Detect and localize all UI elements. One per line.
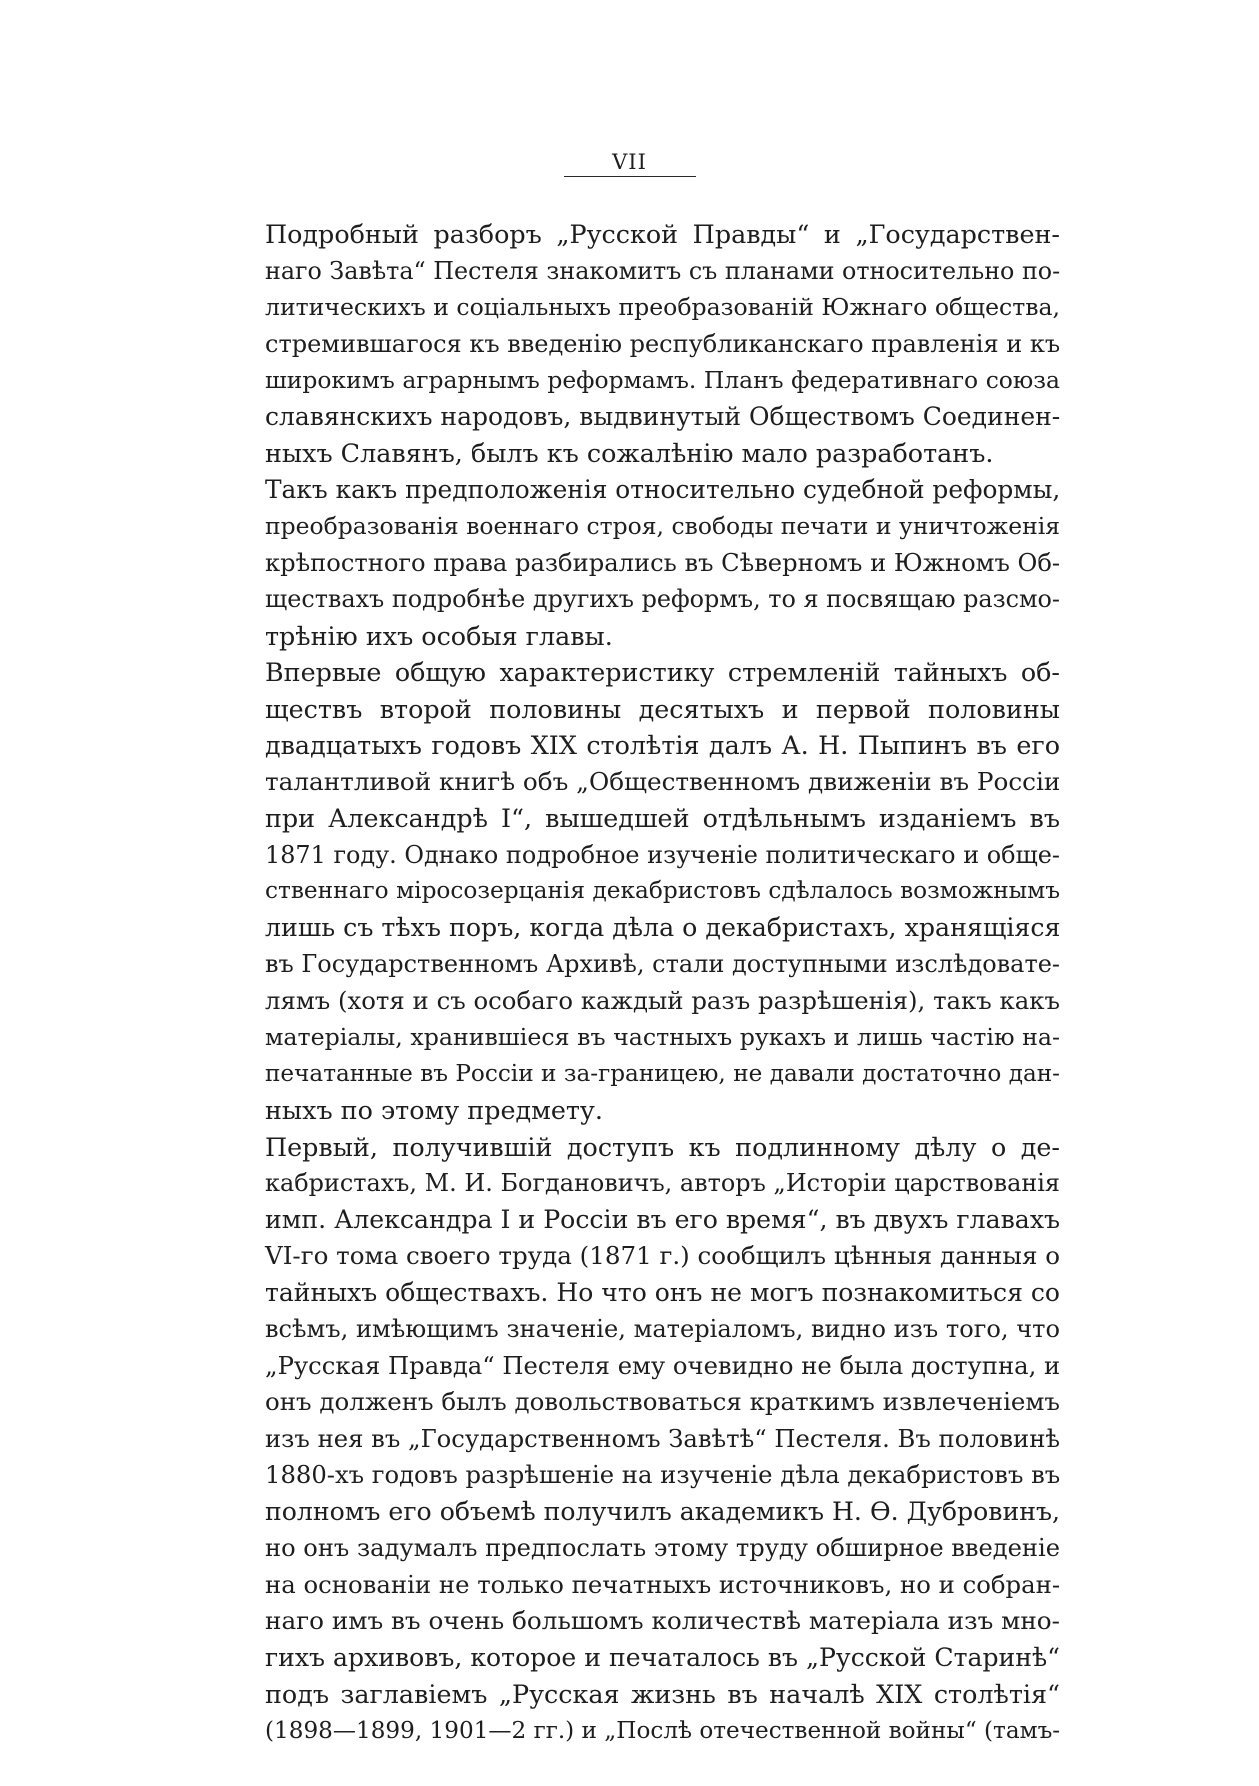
page-number: VII <box>612 150 647 174</box>
text-line: лишь съ тѣхъ поръ, когда дѣла о декабристахъ, хранящіяся <box>265 912 1061 942</box>
text-line: тайныхъ обществахъ. Но что онъ не могъ познакомиться со <box>265 1277 1060 1307</box>
text-line: при Александрѣ I“, вышедшей отдѣльнымъ изданіемъ въ <box>265 803 1060 833</box>
text-line: полномъ его объемѣ получилъ академикъ Н. Ѳ. Дубровинъ, <box>265 1496 1060 1526</box>
text-line: кабристахъ, М. И. Богдановичъ, авторъ „Исторіи царствованія <box>265 1169 1060 1197</box>
text-line: Такъ какъ предположенія относительно судебной реформы, <box>265 474 1061 504</box>
paragraph-2 <box>265 472 1060 655</box>
text-line: 1871 году. Однако подробное изученіе политическаго и обще- <box>265 840 1060 869</box>
text-line: въ Государственномъ Архивѣ, стали доступными изслѣдовате- <box>265 950 1060 978</box>
text-line: Впервые общую характеристику стремленій тайныхъ об- <box>265 657 1060 687</box>
text-line: наго Завѣта“ Пестеля знакомитъ съ планами относительно по- <box>265 256 1061 285</box>
paragraph-3 <box>265 654 1060 1129</box>
text-line: матеріалы, хранившіеся въ частныхъ рукахъ и лишь частію на- <box>265 1023 1060 1051</box>
text-line: стремившагося къ введенію республиканскаго правленія и къ <box>265 329 1061 358</box>
text-line: на основаніи не только печатныхъ источниковъ, но и собран- <box>265 1569 1061 1599</box>
text-line: всѣмъ, имѣющимъ значеніе, матеріаломъ, видно изъ того, что <box>265 1315 1060 1343</box>
text-line: широкимъ аграрнымъ реформамъ. Планъ федеративнаго союза <box>265 366 1060 394</box>
text-line: ныхъ по этому предмету. <box>265 1095 603 1125</box>
body-text <box>265 216 1060 1749</box>
text-line: онъ долженъ былъ довольствоваться краткимъ извлеченіемъ <box>265 1387 1060 1416</box>
text-line: но онъ задумалъ предпослать этому труду обширное введеніе <box>265 1534 1061 1562</box>
text-line: литическихъ и соціальныхъ преобразованій Южнаго общества, <box>265 293 1060 321</box>
text-line: гихъ архивовъ, которое и печаталось въ „Русской Старинѣ“ <box>265 1642 1060 1672</box>
text-line: ществахъ подробнѣе другихъ реформъ, то я посвящаю разсмо- <box>265 585 1060 613</box>
text-line: ственнаго міросозерцанія декабристовъ сдѣлалось возможнымъ <box>265 877 1060 904</box>
text-line: (1898—1899, 1901—2 гг.) и „Послѣ отечественной войны“ (тамъ- <box>265 1717 1061 1744</box>
header-rule <box>564 176 696 177</box>
text-line: Подробный разборъ „Русской Правды“ и „Государствен- <box>265 219 1060 249</box>
text-line: талантливой книгѣ объ „Общественномъ движеніи въ Россіи <box>265 766 1061 796</box>
text-line: ныхъ Славянъ, былъ къ сожалѣнію мало разработанъ. <box>265 438 994 468</box>
text-line: подъ заглавіемъ „Русская жизнь въ началѣ XIX столѣтія“ <box>265 1679 1060 1709</box>
text-line: Первый, получившій доступъ къ подлинному дѣлу о де- <box>265 1131 1060 1162</box>
text-line: двадцатыхъ годовъ XIX столѣтія далъ А. Н. Пыпинъ въ его <box>265 730 1060 760</box>
text-line: славянскихъ народовъ, выдвинутый Обществомъ Соединен- <box>265 401 1061 431</box>
text-line: лямъ (хотя и съ особаго каждый разъ разрѣшенія), такъ какъ <box>265 985 1060 1015</box>
text-line: ществъ второй половины десятыхъ и первой половины <box>265 693 1060 724</box>
text-line: наго имъ въ очень большомъ количествѣ матеріала изъ мно- <box>265 1606 1060 1635</box>
text-line: „Русская Правда“ Пестеля ему очевидно не была доступна, и <box>265 1350 1061 1380</box>
paragraph-1 <box>265 216 1060 472</box>
text-line: VI-го тома своего труда (1871 г.) сообщилъ цѣнныя данныя о <box>265 1241 1061 1270</box>
text-line: преобразованія военнаго строя, свободы печати и уничтоженія <box>265 512 1060 540</box>
text-line: печатанные въ Россіи и за-границею, не давали достаточно дан- <box>265 1060 1060 1087</box>
text-line: 1880-хъ годовъ разрѣшеніе на изученіе дѣла декабристовъ въ <box>265 1460 1061 1489</box>
paragraph-4 <box>265 1129 1060 1750</box>
text-line: изъ нея въ „Государственномъ Завѣтѣ“ Пестеля. Въ половинѣ <box>265 1423 1061 1453</box>
text-line: крѣпостного права разбирались въ Сѣверномъ и Южномъ Об- <box>265 548 1061 577</box>
text-line: имп. Александра I и Россіи въ его время“, въ двухъ главахъ <box>265 1204 1061 1234</box>
text-line: трѣнію ихъ особыя главы. <box>265 620 613 651</box>
